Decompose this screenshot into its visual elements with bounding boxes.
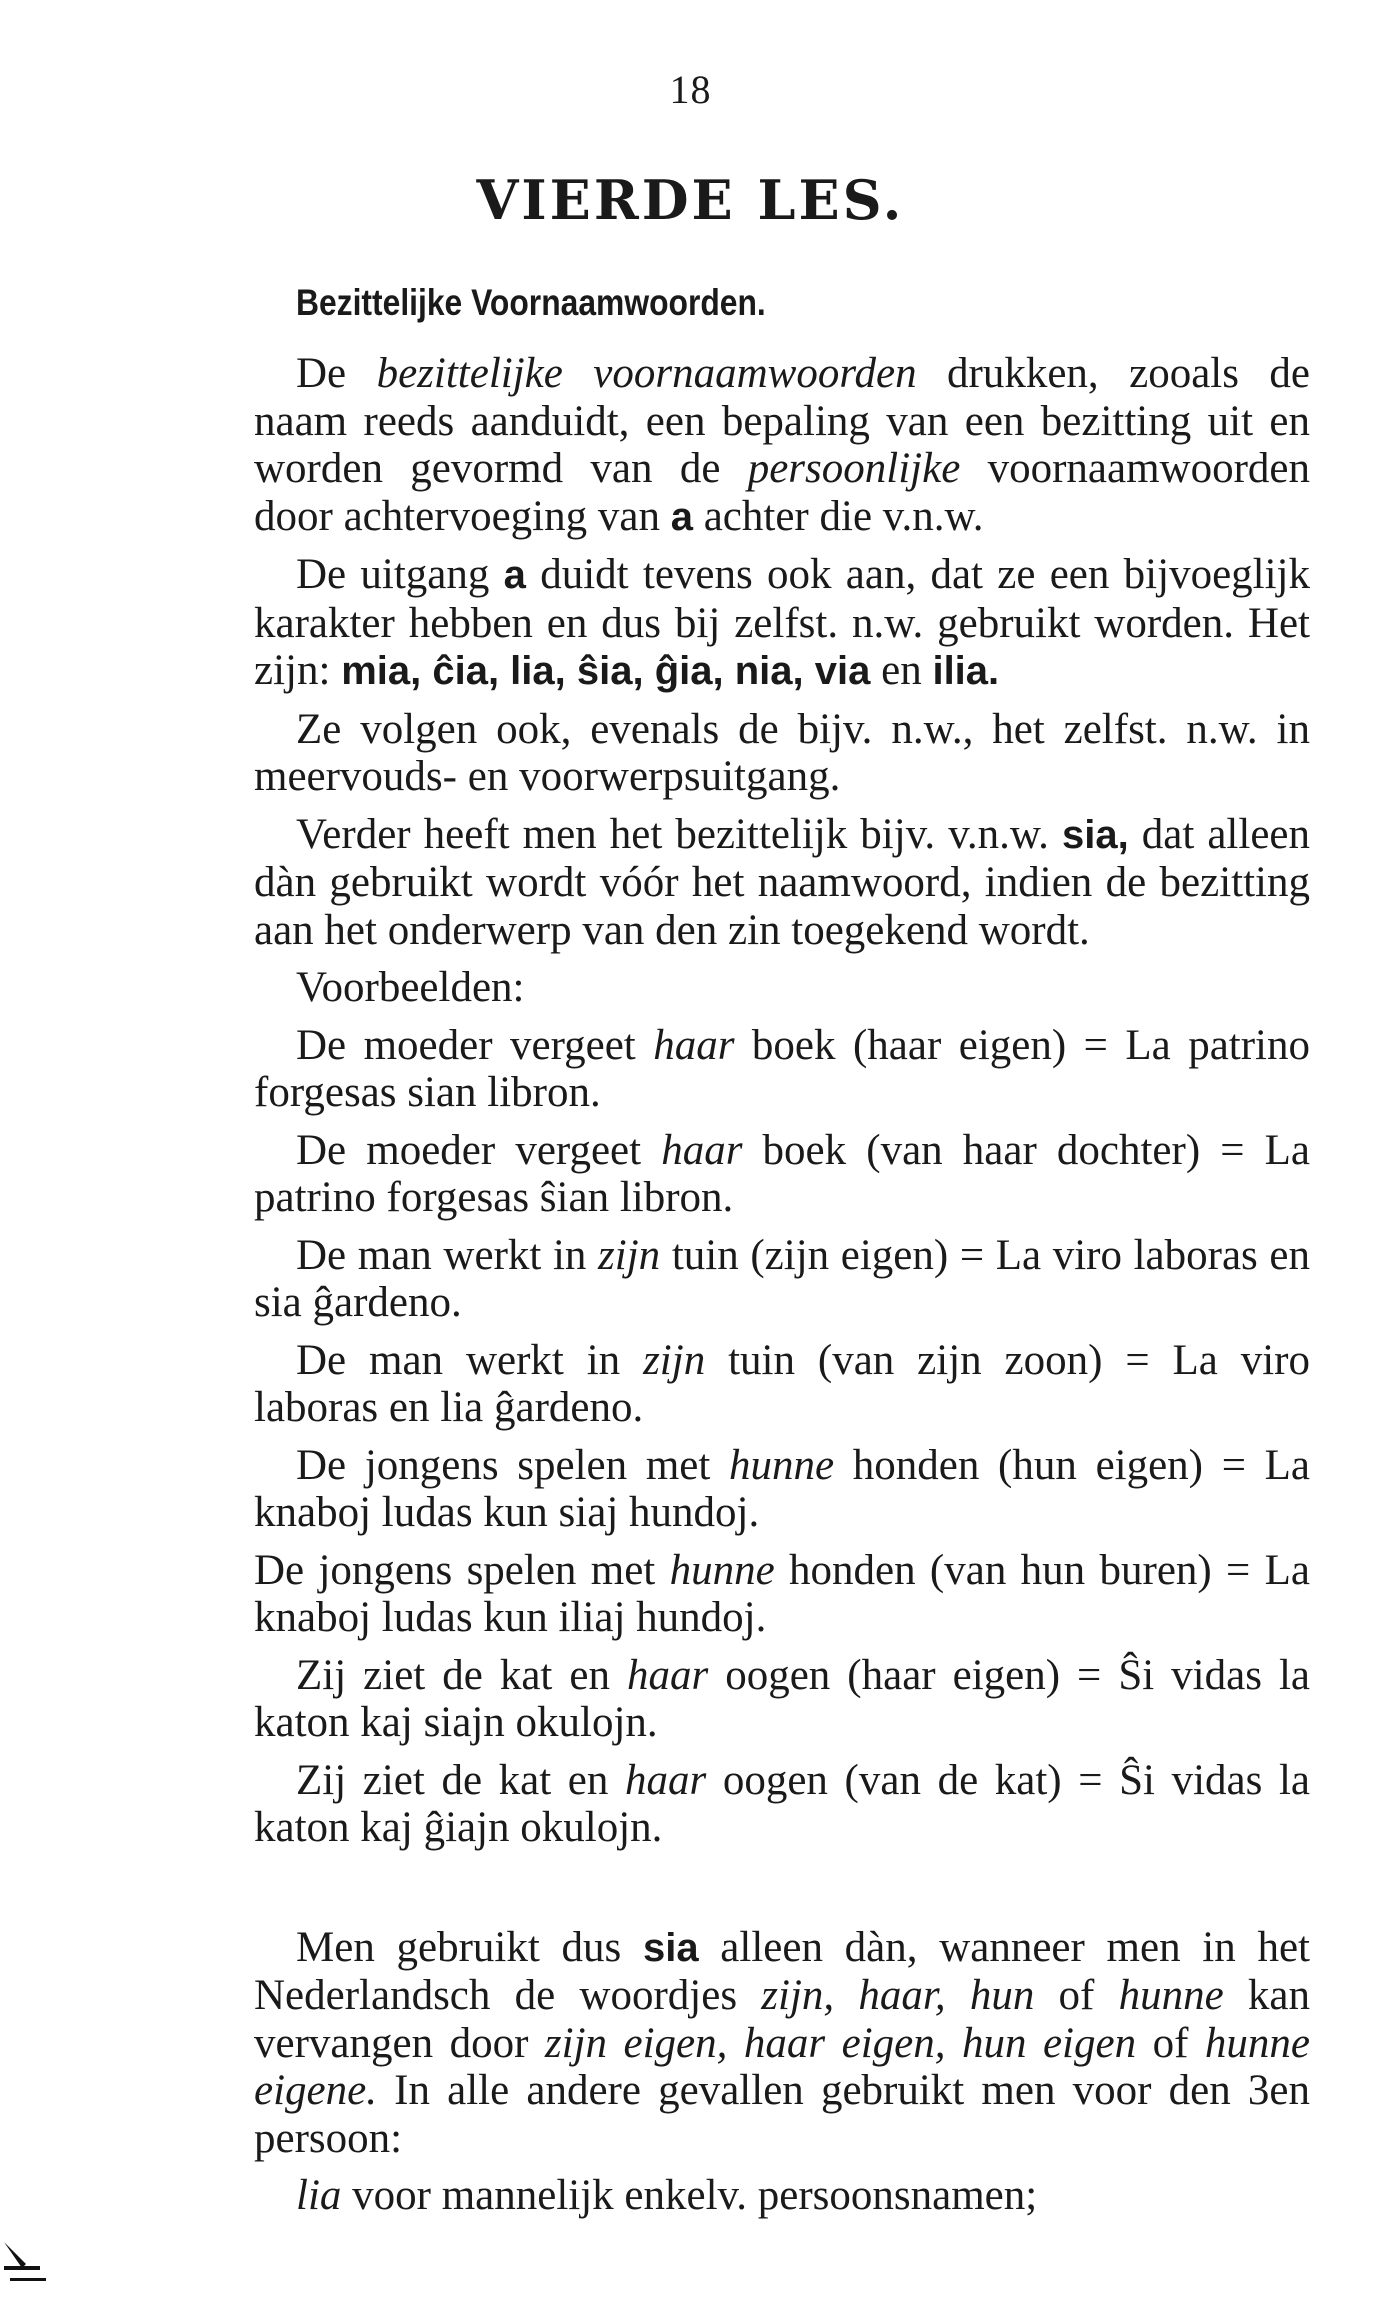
paragraph-ending: De uitgang a duidt tevens ook aan, dat ze een bijvoeglijk karakter hebben en dus bij zelfst. n.w. gebruikt worden. Het zijn: mia, ĉia, lia, ŝia, ĝia, nia, via en ilia. <box>254 551 1310 694</box>
example-item: De man werkt in zijn tuin (zijn eigen) = La viro laboras en sia ĝardeno. <box>254 1231 1310 1326</box>
body-text <box>254 350 1310 2230</box>
example-item: Zij ziet de kat en haar oogen (haar eigen) = Ŝi vidas la katon kaj siajn okulojn. <box>254 1651 1310 1746</box>
paragraph-sia: Verder heeft men het bezittelijk bijv. v.n.w. sia, dat alleen dàn gebruikt wordt vóór het naamwoord, indien de bezitting aan het onderwerp van den zin toegekend wordt. <box>254 810 1310 954</box>
lesson-title: VIERDE LES. <box>476 168 905 232</box>
example-item: De jongens spelen met hunne honden (hun eigen) = La knaboj ludas kun siaj hundoj. <box>254 1441 1310 1536</box>
section-heading: Bezittelijke Voornaamwoorden. <box>296 282 766 323</box>
paragraph-agreement: Ze volgen ook, evenals de bijv. n.w., het zelfst. n.w. in meervouds- en voorwerpsuitgang. <box>254 705 1310 800</box>
paragraph-usage: Men gebruikt dus sia alleen dàn, wanneer men in het Nederlandsch de woordjes zijn, haar, hun of hunne kan vervangen door zijn eigen, haar eigen, hun eigen of hunne eigene. In alle andere gevallen gebruikt men voor den 3en persoon: <box>254 1923 1310 2162</box>
example-item: Zij ziet de kat en haar oogen (van de kat) = Ŝi vidas la katon kaj ĝiajn okulojn. <box>254 1756 1310 1851</box>
example-item: De moeder vergeet haar boek (van haar dochter) = La patrino forgesas ŝian libron. <box>254 1126 1310 1221</box>
paragraph-intro: De bezittelijke voornaamwoorden drukken, zooals de naam reeds aanduidt, een bepaling van een bezitting uit en worden gevormd van de persoonlijke voornaamwoorden door achtervoeging van a achter die v.n.w. <box>254 350 1311 540</box>
examples-label: Voorbeelden: <box>296 964 525 1011</box>
example-item: De man werkt in zijn tuin (van zijn zoon) = La viro laboras en lia ĝardeno. <box>254 1336 1310 1431</box>
page-number: 18 <box>669 67 712 112</box>
example-item: De jongens spelen met hunne honden (van hun buren) = La knaboj ludas kun iliaj hundoj. <box>254 1546 1310 1641</box>
example-item: De moeder vergeet haar boek (haar eigen) = La patrino forgesas sian libron. <box>254 1021 1311 1116</box>
paragraph-lia: lia voor mannelijk enkelv. persoonsnamen; <box>296 2172 1038 2219</box>
corner-mark-icon <box>0 2236 48 2284</box>
